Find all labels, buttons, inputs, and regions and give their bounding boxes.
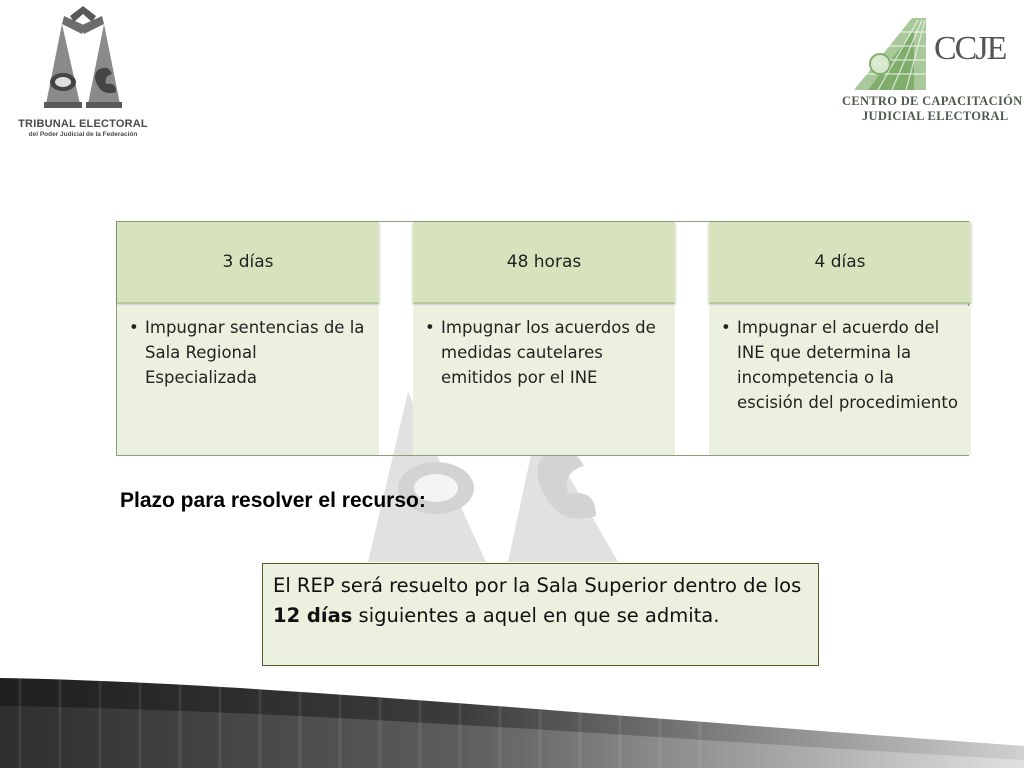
deadline-description: Impugnar sentencias de la Sala Regional Especializada	[145, 318, 365, 387]
deadline-column	[117, 222, 379, 455]
logo-title: TRIBUNAL ELECTORAL	[18, 118, 148, 130]
deadline-period: 4 días	[709, 222, 971, 304]
resolution-text-start: El REP será resuelto por la Sala Superior dentro de los	[273, 574, 802, 597]
ccje-name-line1: CENTRO DE CAPACITACIÓN	[842, 94, 1023, 108]
resolution-text-end: siguientes a aquel en que se admita.	[352, 604, 720, 627]
footer-decorative-band	[0, 676, 1024, 768]
tribunal-electoral-logo	[18, 4, 148, 140]
ccje-abbreviation: CCJE	[934, 30, 1006, 67]
deadline-period: 3 días	[117, 222, 379, 304]
deadline-description-cell: • Impugnar los acuerdos de medidas cautelares emitidos por el INE	[413, 306, 675, 455]
deadline-description-cell: • Impugnar sentencias de la Sala Regional Especializada	[117, 306, 379, 455]
ccje-logo	[838, 14, 1023, 126]
deadlines-table	[116, 221, 969, 456]
ccje-name-line2: JUDICIAL ELECTORAL	[862, 109, 1009, 123]
resolution-emphasis: 12 días	[273, 604, 353, 627]
resolution-box	[262, 563, 819, 666]
scales-of-justice-icon	[40, 4, 126, 114]
deadline-column	[709, 222, 971, 455]
deadline-description-cell: • Impugnar el acuerdo del INE que determina la incompetencia o la escisión del procedimiento	[709, 306, 971, 455]
deadline-description: Impugnar los acuerdos de medidas cautelares emitidos por el INE	[441, 318, 656, 387]
deadline-description: Impugnar el acuerdo del INE que determina la incompetencia o la escisión del procedimiento	[737, 318, 958, 412]
deadline-period: 48 horas	[413, 222, 675, 304]
section-title: Plazo para resolver el recurso:	[120, 489, 426, 512]
logo-subtitle: del Poder Judicial de la Federación	[28, 131, 138, 138]
ccje-emblem-icon	[848, 14, 938, 92]
deadline-column	[413, 222, 675, 455]
